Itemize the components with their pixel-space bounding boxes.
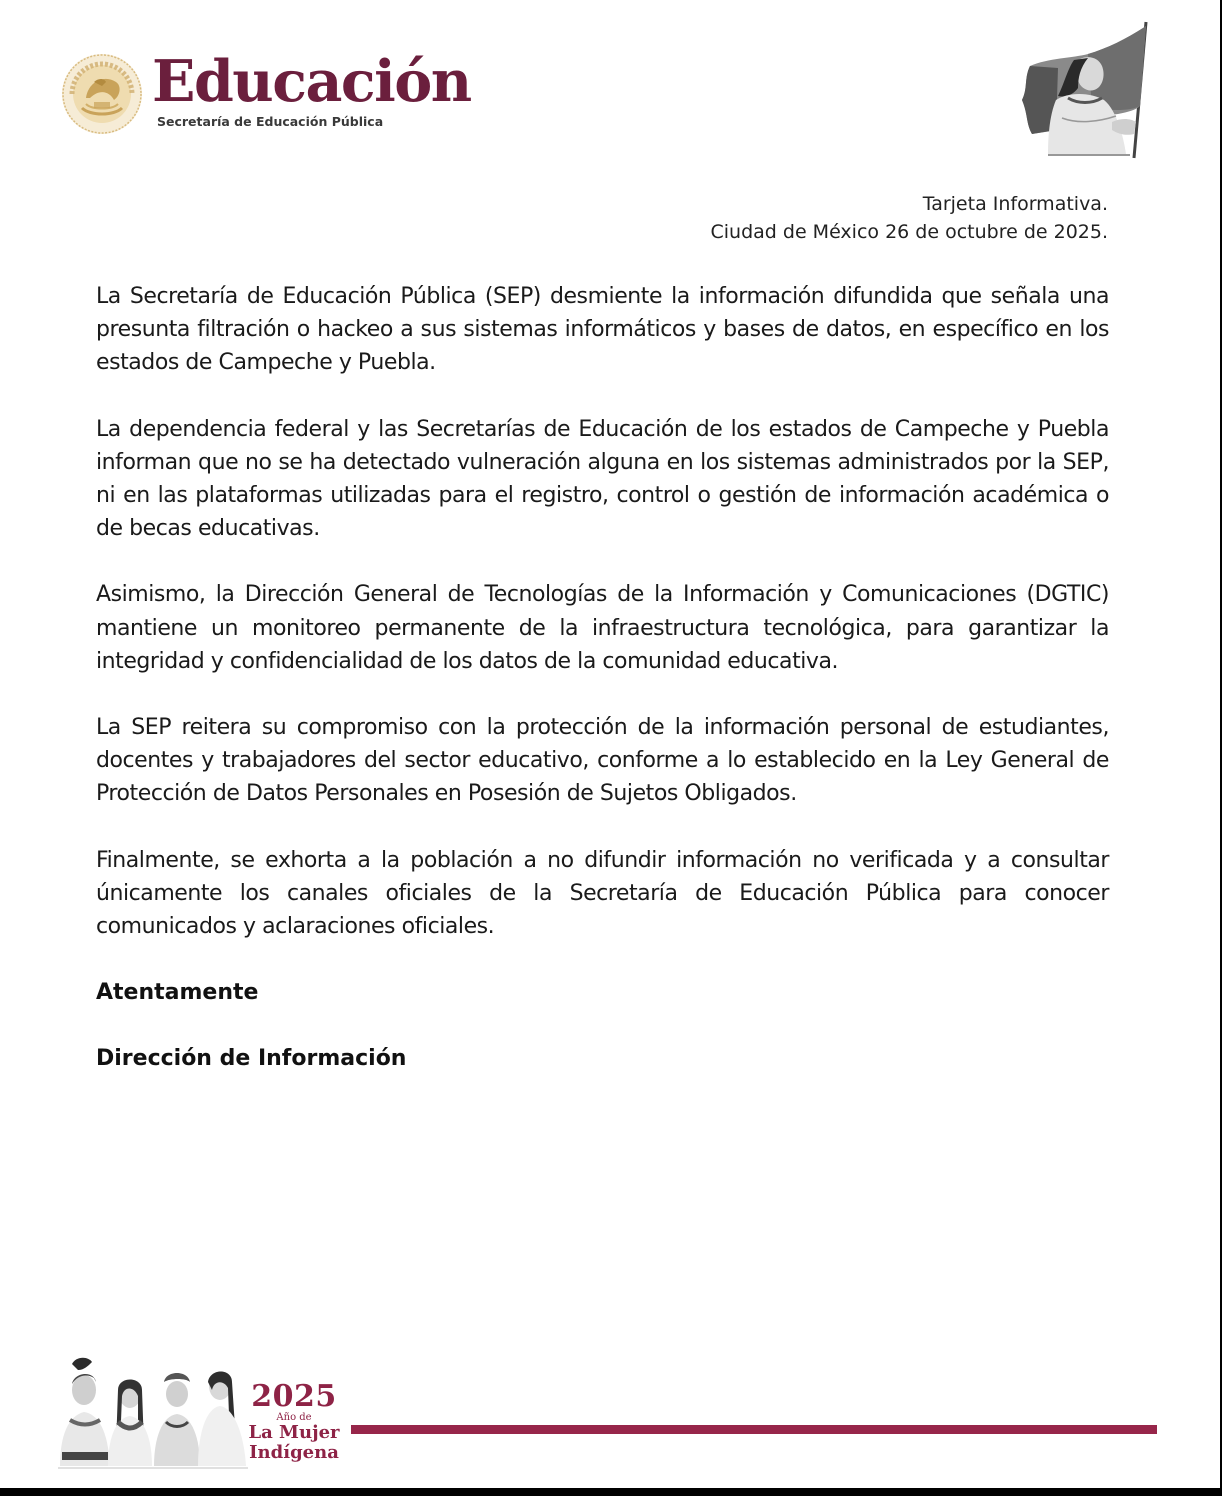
body-paragraph: La SEP reitera su compromiso con la protección de la información personal de estudiantes, docentes y trabajadores del sector educativo, conforme a lo establecido en la Ley General de Protección de Datos Personales en Posesión de Sujetos Obligados. [96, 715, 1109, 807]
document-type: Tarjeta Informativa. [922, 193, 1108, 215]
document-meta [711, 190, 1109, 246]
footer-divider-bar [351, 1425, 1157, 1434]
body-paragraph: Asimismo, la Dirección General de Tecnologías de la Información y Comunicaciones (DGTIC) mantiene un monitoreo permanente de la infraestructura tecnológica, para garantizar la integridad y confidencialidad de los datos de la comunidad educativa. [96, 582, 1109, 674]
mexican-coat-of-arms-icon [60, 52, 144, 136]
year-text: 2025 [251, 1379, 337, 1414]
brand-subtitle: Secretaría de Educación Pública [157, 114, 384, 129]
body-paragraph: Finalmente, se exhorta a la población a no difundir información no verificada y a consultar únicamente los canales oficiales de la Secretaría de Educación Pública para conocer comunicados y aclaraciones oficiales. [96, 847, 1109, 940]
brand-title: Educación [152, 48, 471, 115]
place-date: Ciudad de México 26 de octubre de 2025. [710, 221, 1108, 243]
salutation: Atentamente [96, 980, 259, 1005]
document-body [96, 280, 1109, 976]
year-caption: Año de [276, 1412, 312, 1423]
closing-block [96, 976, 406, 1108]
year-badge [248, 1379, 340, 1463]
woman-with-flag-illustration [1018, 18, 1158, 160]
body-paragraph: La Secretaría de Educación Pública (SEP) desmiente la información difundida que señala una presunta filtración o hackeo a sus sistemas informáticos y bases de datos, en específico en los estados de Campeche y Puebla. [96, 284, 1109, 376]
indigenous-women-illustration [58, 1356, 248, 1472]
year-line-2: La Mujer [248, 1422, 340, 1443]
body-paragraph: La dependencia federal y las Secretarías de Educación de los estados de Campeche y Puebla informan que no se ha detectado vulneración alguna en los sistemas administrados por la SEP, ni en las plataformas utilizadas para el registro, control o gestión de información académica o de becas educativas. [96, 416, 1109, 542]
signature: Dirección de Información [96, 1046, 407, 1071]
year-line-3: Indígena [249, 1442, 339, 1463]
